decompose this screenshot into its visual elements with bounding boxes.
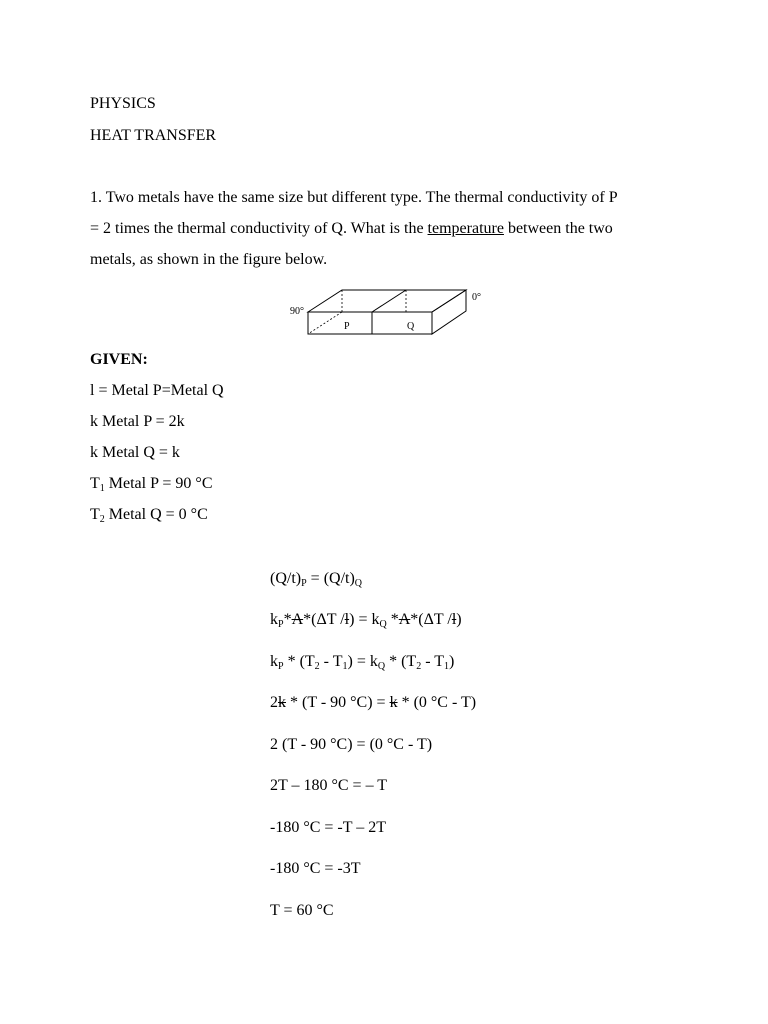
metal-blocks-figure: [282, 278, 492, 340]
step2-cancelled: l: [344, 611, 350, 628]
step2-part: *(ΔT /: [303, 611, 345, 628]
step3-part: - T: [319, 653, 343, 670]
step2-part: k: [270, 611, 278, 628]
right-temp-label: 0°: [472, 292, 481, 303]
given-heading: GIVEN:: [90, 351, 148, 368]
step2-cancelled: A: [291, 611, 304, 628]
problem-line-2-start: = 2 times the thermal conductivity of Q. What is the: [90, 220, 428, 237]
t1-subscript: 1: [99, 483, 105, 494]
given-t2: [90, 505, 208, 530]
solution-step-8: -180 °C = -3T: [270, 860, 361, 877]
step2-part: *: [386, 611, 399, 628]
step2-sub: P: [278, 619, 284, 630]
step3-part: * (T: [283, 653, 315, 670]
t1-text: Metal P = 90 °C: [104, 475, 213, 492]
step3-part: k: [270, 653, 278, 670]
step2-sub: Q: [379, 619, 387, 630]
metal-q-label: Q: [407, 321, 415, 332]
block-top-face: [308, 290, 466, 312]
step2-part: ): [456, 611, 462, 628]
t2-text: Metal Q = 0 °C: [104, 506, 208, 523]
step1-part: (Q/t): [270, 570, 302, 587]
solution-step-7: -180 °C = -T – 2T: [270, 819, 387, 836]
step4-part: * (T - 90 °C) =: [286, 694, 390, 711]
solution-answer: T = 60 °C: [270, 902, 334, 919]
step3-part: - T: [421, 653, 444, 670]
subject-heading: PHYSICS: [90, 95, 156, 112]
problem-line-2-end: between the two: [503, 220, 613, 237]
step1-sub: Q: [354, 578, 363, 589]
metal-blocks-diagram: [282, 278, 492, 340]
t2-symbol: T: [90, 506, 100, 523]
solution-step-6: 2T – 180 °C = – T: [270, 777, 388, 794]
left-temp-label: 90°: [290, 306, 304, 317]
step3-part: ): [449, 653, 455, 670]
given-k-metal-q: k Metal Q = k: [90, 444, 180, 461]
problem-line-3: metals, as shown in the figure below.: [90, 251, 328, 268]
step3-sub: 2: [314, 661, 320, 672]
metal-p-label: P: [344, 321, 350, 332]
t1-symbol: T: [90, 475, 100, 492]
step2-cancelled: l: [451, 611, 457, 628]
step3-part: * (T: [385, 653, 417, 670]
step2-part: *: [283, 611, 292, 628]
step4-cancelled: k: [278, 694, 286, 711]
problem-line-2: [90, 219, 613, 239]
topic-heading: HEAT TRANSFER: [90, 127, 217, 144]
given-length: l = Metal P=Metal Q: [90, 382, 224, 399]
given-t1: [90, 474, 213, 499]
step3-sub: Q: [377, 661, 386, 672]
underlined-word: temperature: [427, 220, 504, 237]
problem-line-1: 1. Two metals have the same size but different type. The thermal conductivity of P: [90, 189, 618, 206]
block-right-face: [432, 290, 466, 334]
step3-sub: 1: [342, 661, 348, 672]
step3-sub: P: [278, 661, 284, 672]
step2-cancelled: A: [398, 611, 411, 628]
step1-part: = (Q/t): [306, 570, 355, 587]
hidden-edge-diagonal: [308, 312, 342, 334]
step2-part: *(ΔT /: [410, 611, 452, 628]
step4-part: * (0 °C - T): [397, 694, 477, 711]
step4-cancelled: k: [389, 694, 398, 711]
step3-sub: 2: [416, 661, 422, 672]
divider-top: [372, 290, 406, 312]
solution-step-2: [270, 610, 462, 635]
step2-part: ) = k: [349, 611, 380, 628]
step3-part: ) = k: [347, 653, 378, 670]
step1-sub: P: [301, 578, 307, 589]
given-k-metal-p: k Metal P = 2k: [90, 413, 185, 430]
step4-part: 2: [270, 694, 278, 711]
step3-sub: 1: [444, 661, 449, 672]
solution-step-1: [270, 569, 362, 594]
solution-step-3: [270, 652, 454, 677]
t2-subscript: 2: [99, 514, 105, 525]
solution-step-5: 2 (T - 90 °C) = (0 °C - T): [270, 736, 433, 753]
solution-step-4: [270, 693, 476, 713]
